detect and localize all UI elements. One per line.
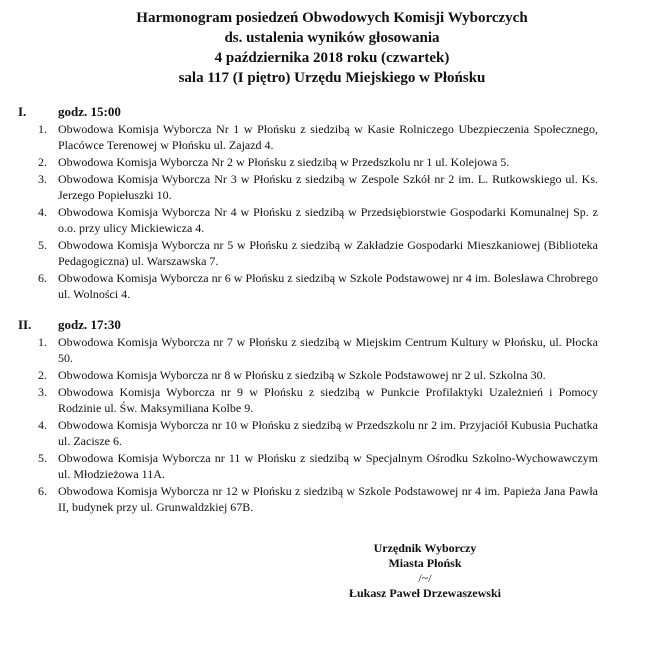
item-number: 3. [38, 385, 47, 399]
item-text: Obwodowa Komisja Wyborcza nr 10 w Płońsku z siedzibą w Przedszkolu nr 2 im. Przyjaciół Kubusia Puchatka ul. Zacisze 6. [58, 418, 598, 448]
signatory-office: Miasta Płońsk [388, 556, 462, 570]
item-number: 1. [38, 122, 47, 136]
item-number: 4. [38, 205, 47, 219]
item-text: Obwodowa Komisja Wyborcza Nr 4 w Płońsku z siedzibą w Przedsiębiorstwie Gospodarki Komunalnej Sp. z o.o. przy ulicy Mickiewicza 4. [58, 205, 598, 235]
section-number: I. [18, 104, 27, 119]
list-item [18, 237, 598, 269]
title-line-2: ds. ustalenia wyników głosowania [224, 30, 440, 46]
item-number: 2. [38, 368, 47, 382]
list-item [18, 483, 598, 515]
item-number: 3. [38, 172, 47, 186]
section-time: godz. 17:30 [58, 317, 121, 332]
document-title [0, 8, 664, 88]
list-item [18, 367, 598, 383]
signature-block [300, 541, 550, 601]
item-text: Obwodowa Komisja Wyborcza nr 7 w Płońsku z siedzibą w Miejskim Centrum Kultury w Płońsku, ul. Płocka 50. [58, 335, 598, 365]
item-number: 5. [38, 238, 47, 252]
commission-list [18, 334, 598, 515]
signatory-title: Urzędnik Wyborczy [373, 541, 477, 555]
title-line-1: Harmonogram posiedzeń Obwodowych Komisji Wyborczych [136, 10, 528, 26]
item-number: 6. [38, 271, 47, 285]
section-1 [18, 103, 598, 303]
item-number: 5. [38, 451, 47, 465]
section-2 [18, 316, 598, 516]
item-text: Obwodowa Komisja Wyborcza nr 5 w Płońsku z siedzibą w Zakładzie Gospodarki Mieszkaniowej (Biblioteka Pedagogiczna) ul. Warszawska 7. [58, 238, 598, 268]
section-heading [18, 103, 598, 121]
item-text: Obwodowa Komisja Wyborcza Nr 3 w Płońsku z siedzibą w Zespole Szkół nr 2 im. L. Rutkowskiego ul. Ks. Jerzego Popiełuszki 10. [58, 172, 598, 202]
item-text: Obwodowa Komisja Wyborcza nr 12 w Płońsku z siedzibą w Szkole Podstawowej nr 4 im. Papieża Jana Pawła II, budynek przy ul. Grunwaldzkiej 67B. [58, 484, 598, 514]
title-line-3: 4 października 2018 roku (czwartek) [214, 50, 450, 66]
list-item [18, 154, 598, 170]
section-time: godz. 15:00 [58, 104, 121, 119]
item-text: Obwodowa Komisja Wyborcza Nr 2 w Płońsku z siedzibą w Przedszkolu nr 1 ul. Kolejowa 5. [58, 155, 510, 169]
list-item [18, 204, 598, 236]
item-number: 4. [38, 418, 47, 432]
item-text: Obwodowa Komisja Wyborcza Nr 1 w Płońsku z siedzibą w Kasie Rolniczego Ubezpieczenia Społecznego, Placówce Terenowej w Płońsku ul. Zajazd 4. [58, 122, 598, 152]
item-text: Obwodowa Komisja Wyborcza nr 9 w Płońsku z siedzibą w Punkcie Profilaktyki Uzależnień i Pomocy Rodzinie ul. Św. Maksymiliana Kolbe 9. [58, 385, 598, 415]
title-line-4: sala 117 (I piętro) Urzędu Miejskiego w Płońsku [178, 70, 486, 86]
item-number: 6. [38, 484, 47, 498]
list-item [18, 334, 598, 366]
list-item [18, 417, 598, 449]
list-item [18, 450, 598, 482]
commission-list [18, 121, 598, 302]
list-item [18, 121, 598, 153]
item-text: Obwodowa Komisja Wyborcza nr 6 w Płońsku z siedzibą w Szkole Podstawowej nr 4 im. Bolesława Chrobrego ul. Wolności 4. [58, 271, 598, 301]
signature-mark: /~/ [418, 571, 432, 585]
item-text: Obwodowa Komisja Wyborcza nr 8 w Płońsku z siedzibą w Szkole Podstawowej nr 2 ul. Szkolna 30. [58, 368, 546, 382]
item-text: Obwodowa Komisja Wyborcza nr 11 w Płońsku z siedzibą w Specjalnym Ośrodku Szkolno-Wychowawczym ul. Młodzieżowa 11A. [58, 451, 598, 481]
section-heading [18, 316, 598, 334]
list-item [18, 384, 598, 416]
section-number: II. [18, 317, 32, 332]
list-item [18, 171, 598, 203]
item-number: 2. [38, 155, 47, 169]
signatory-name: Łukasz Paweł Drzewaszewski [349, 586, 501, 600]
list-item [18, 270, 598, 302]
item-number: 1. [38, 335, 47, 349]
